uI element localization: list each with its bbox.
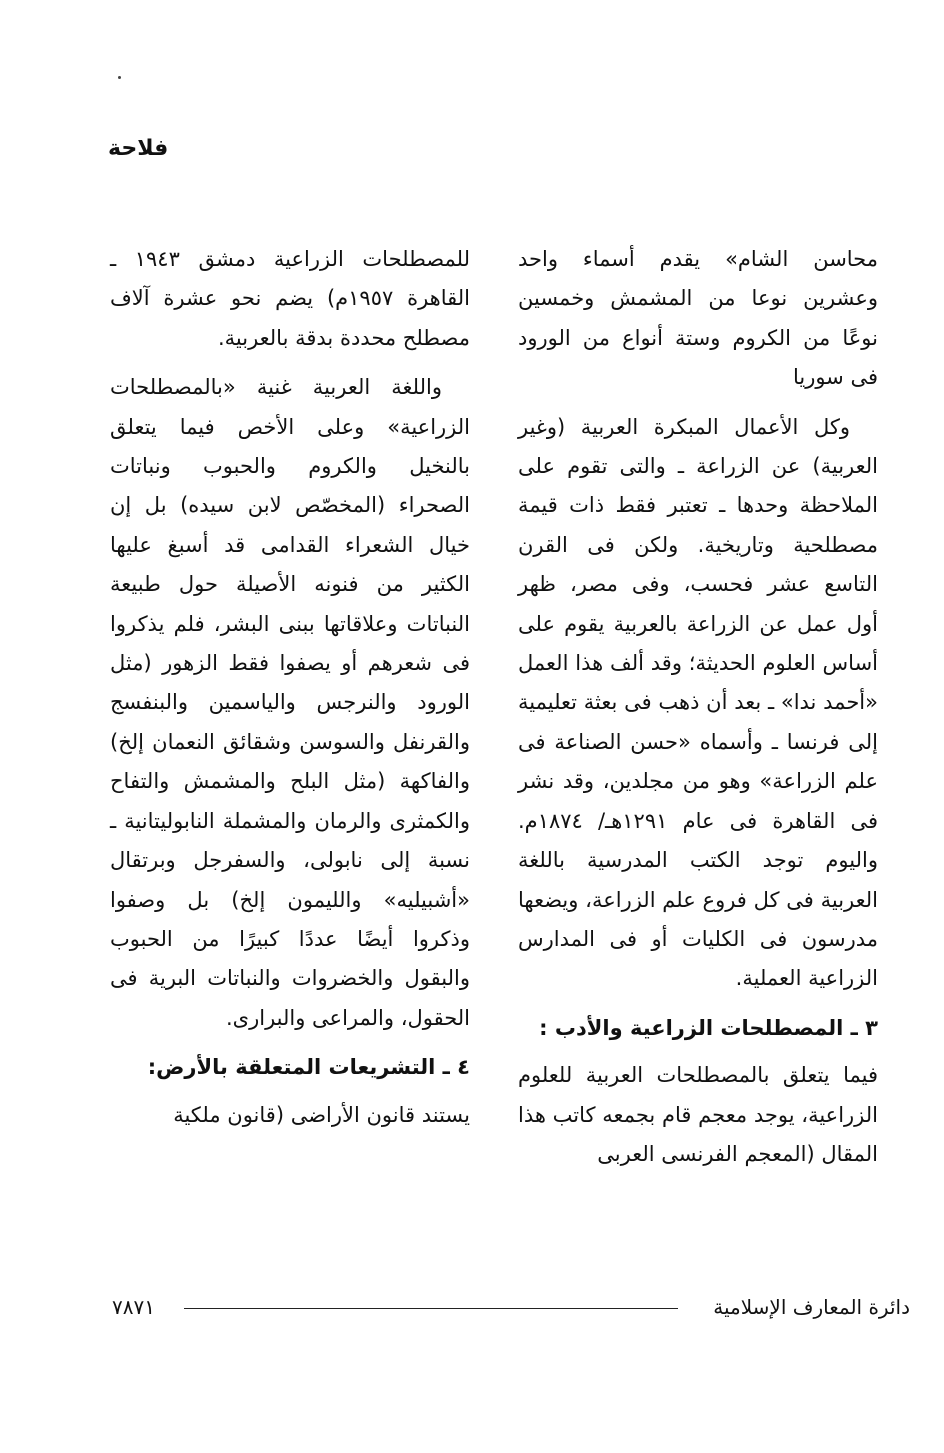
right-paragraph-2: وكل الأعمال المبكرة العربية (وغير العربية) عن الزراعة ـ والتى تقوم على الملاحظة وحدها ـ تعتبر فقط ذات قيمة مصطلحية وتاريخية. ولكن فى القرن التاسع عشر فحسب، وفى مصر، ظهر أول عمل عن الزراعة بالعربية يقوم على أساس العلوم الحديثة؛ وقد ألف هذا العمل «أحمد ندا» ـ بعد أن ذهب فى بعثة تعليمية إلى فرنسا ـ وأسماه «حسن الصناعة فى علم الزراعة» وهو من مجلدين، وقد نشر فى القاهرة فى عام ١٢٩١هـ/ ١٨٧٤م. واليوم توجد الكتب المدرسية باللغة العربية فى كل فروع علم الزراعة، ويضعها مدرسون فى الكليات أو فى المدارس الزراعية العملية. (518, 414, 878, 991)
page-footer (104, 1290, 910, 1324)
footer-publication-title: دائرة المعارف الإسلامية (713, 1295, 910, 1319)
section-3-text: فيما يتعلق بالمصطلحات العربية للعلوم الزراعية، يوجد معجم قام بجمعه كاتب هذا المقال (المعجم الفرنسى العربى (518, 1063, 878, 1166)
scan-speck (118, 76, 121, 79)
right-column (518, 240, 878, 1184)
left-column (110, 240, 470, 1145)
footer-rule (184, 1308, 678, 1309)
page-number: ٧٨٧١ (112, 1295, 155, 1319)
section-3-heading: ٣ ـ المصطلحات الزراعية والأدب : (539, 1015, 878, 1040)
section-4-heading: ٤ ـ التشريعات المتعلقة بالأرض: (147, 1055, 470, 1080)
right-paragraph-1: محاسن الشام» يقدم أسماء واحد وعشرين نوعا من المشمش وخمسين نوعًا من الكروم وستة أنواع من الورود فى سوريا (518, 247, 878, 390)
running-header: فلاحة (108, 136, 169, 161)
left-paragraph-2: واللغة العربية غنية «بالمصطلحات الزراعية» وعلى الأخص فيما يتعلق بالنخيل والكروم والحبوب ونباتات الصحراء (المخصّص لابن سيده) بل إن خيال الشعراء القدامى قد أسبغ عليها الكثير من فنونه الأصيلة حول طبيعة النباتات وعلاقاتها ببنى البشر، فلم يذكروا فى شعرهم أو يصفوا فقط الزهور (مثل الورود والنرجس والياسمين والبنفسج والقرنفل والسوسن وشقائق النعمان إلخ) والفاكهة (مثل البلح والمشمش والتفاح والكمثرى والرمان والمشملة النابوليتانية ـ نسبة إلى نابولى، والسفرجل وبرتقال «أشبيليه» والليمون إلخ) بل وصفوا وذكروا أيضًا عددًا كبيرًا من الحبوب والبقول والخضروات والنباتات البرية فى الحقول، والمراعى والبرارى. (110, 375, 470, 1030)
left-paragraph-1: للمصطلحات الزراعية دمشق ١٩٤٣ ـ القاهرة ١٩٥٧م) يضم نحو عشرة آلاف مصطلح محددة بدقة بالعربية. (110, 247, 471, 350)
section-4-text: يستند قانون الأراضى (قانون ملكية (173, 1102, 470, 1127)
